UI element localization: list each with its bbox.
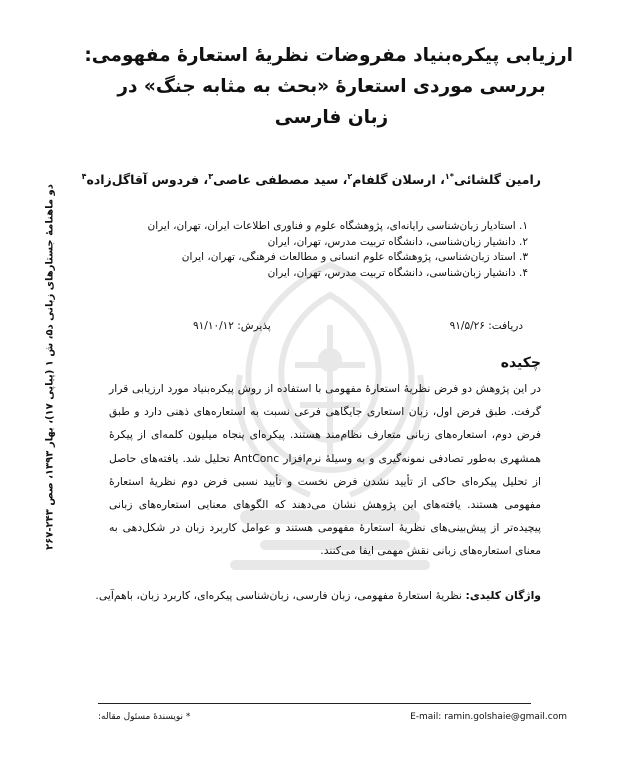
affiliation-item: ۴. دانشیار زبان‌شناسی، دانشگاه تربیت مدرس، تهران، ایران xyxy=(267,266,528,279)
affiliation-item: ۱. استادیار زبان‌شناسی رایانه‌ای، پژوهشگاه علوم و فناوری اطلاعات ایران، تهران، ایران xyxy=(147,220,528,232)
journal-citation: دو ماهنامهٔ جستارهای زبانی د۵، ش ۱ (پیاپی ۱۷)، بهار ۱۳۹۳، صص ۲۴۳-۲۶۷ xyxy=(44,184,56,550)
abstract-body: در این پژوهش دو فرض نظریهٔ استعارهٔ مفهومی با استفاده از روش پیکره‌بنیاد مورد ارزیابی قرار گرفت. طبق فرض اول، زبان استعاری جایگاهی فرعی نسبت به استعاره‌های ذهنی دارد و طبق فرض دوم، استعاره‌های زبانی متعارف نظام‌مند هستند. پیکره‌ای پنجاه میلیون کلمه‌ای از پیکرهٔ همشهری به‌طور تصادفی نمونه‌گیری و به وسیلهٔ نرم‌افزار AntConc تحلیل شد. یافته‌های حاصل از تحلیل پیکره‌ای حاکی از تأیید نشدن فرض نخست و تأیید نسبی فرض دوم نظریهٔ استعارهٔ مفهومی هستند. یافته‌های این پژوهش نشان می‌دهند که الگوهای معنایی استعاره‌های زبانی پیچیده‌تر از پیش‌بینی‌های نظریهٔ استعارهٔ مفهومی هستند و عوامل کاربرد زبان در شکل‌دهی به معنای استعاره‌های زبانی نقش مهمی ایفا می‌کنند. xyxy=(109,382,541,558)
title-line-1: ارزیابی پیکره‌بنیاد مفروضات نظریهٔ استعارهٔ مفهومی: xyxy=(84,45,573,66)
corresponding-email: E-mail: ramin.golshaie@gmail.com xyxy=(410,712,567,722)
title-line-3: زبان فارسی xyxy=(274,107,389,128)
author-name: ارسلان گلفام xyxy=(352,172,436,188)
author-marker: *۱ xyxy=(444,172,454,181)
footnote xyxy=(98,712,567,722)
author-marker: ۳ xyxy=(208,172,214,181)
author-name: رامین گلشائی xyxy=(453,172,541,188)
abstract-heading: چکیده xyxy=(500,355,541,371)
submission-dates xyxy=(193,320,523,332)
keywords-text: نظریهٔ استعارهٔ مفهومی، زبان فارسی، زبان‌شناسی پیکره‌ای، کاربرد زبان، باهم‌آیی. xyxy=(95,589,463,602)
author-marker: ۴ xyxy=(81,172,87,181)
footnote-divider xyxy=(98,703,531,704)
accepted-date: پذیرش: ۹۱/۱۰/۱۲ xyxy=(193,320,271,332)
article-title xyxy=(84,40,573,133)
journal-sidebar xyxy=(30,184,70,550)
affiliation-list xyxy=(88,219,528,281)
corresponding-author-note: * نویسندهٔ مسئول مقاله: xyxy=(98,712,191,722)
author-name: فردوس آقاگل‌زاده xyxy=(86,172,200,188)
keywords-label: واژگان کلیدی: xyxy=(465,589,541,602)
affiliation-item: ۲. دانشیار زبان‌شناسی، دانشگاه تربیت مدرس، تهران، ایران xyxy=(267,235,528,248)
received-date: دریافت: ۹۱/۵/۲۶ xyxy=(449,320,523,332)
author-name: سید مصطفی عاصی xyxy=(213,172,339,188)
keywords xyxy=(95,589,541,602)
affiliation-item: ۳. استاد زبان‌شناسی، پژوهشگاه علوم انسانی و مطالعات فرهنگی، تهران، ایران xyxy=(181,251,528,263)
title-line-2: بررسی موردی استعارهٔ «بحث به مثابه جنگ» در xyxy=(117,76,546,97)
author-list: رامین گلشائی$^{*۱}$، ارسلان گلفام$^۲$، سید مصطفی عاصی$^۳$، فردوس آقاگل‌زاده$^۴$ xyxy=(81,172,541,188)
author-marker: ۲ xyxy=(347,172,353,181)
